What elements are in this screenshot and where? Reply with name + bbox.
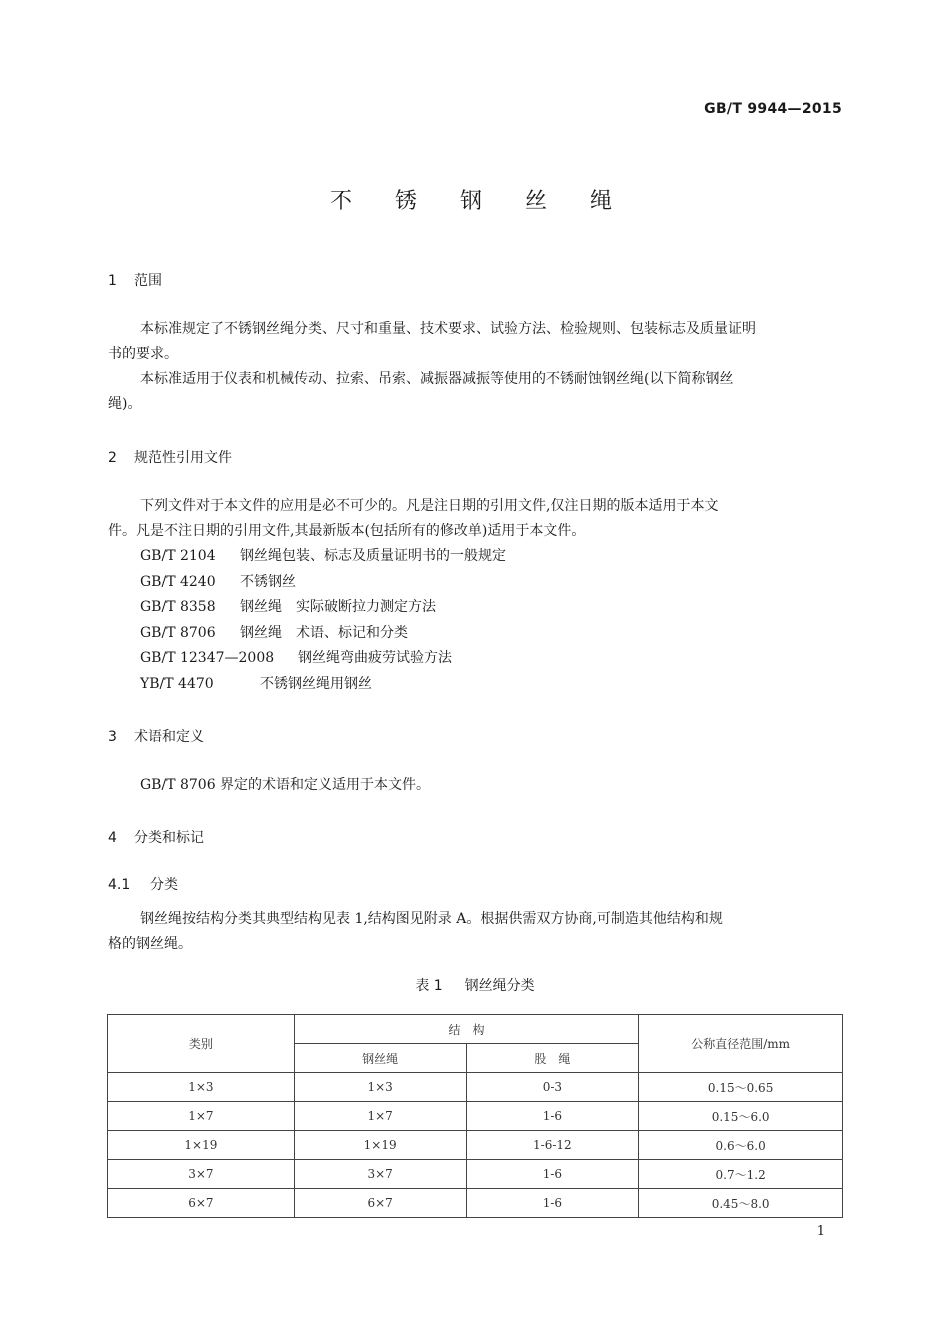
reference-item	[140, 570, 506, 596]
text-line: GB/T 8706 界定的术语和定义适用于本文件。	[140, 777, 431, 793]
classification-table	[107, 1014, 843, 1218]
cell-strand: 1-6-12	[466, 1131, 639, 1160]
section-title: 分类和标记	[134, 830, 204, 846]
reference-code: GB/T 2104	[140, 548, 216, 564]
section-number: 4	[108, 830, 117, 846]
reference-title: 不锈钢丝绳用钢丝	[260, 675, 372, 692]
section-title: 规范性引用文件	[134, 450, 232, 466]
cell-diameter: 0.6～6.0	[639, 1131, 843, 1160]
table-label: 表 1	[415, 978, 443, 994]
text-line: 下列文件对于本文件的应用是必不可少的。凡是注日期的引用文件,仅注日期的版本适用于本文	[140, 498, 719, 514]
cell-strand: 1-6	[466, 1102, 639, 1131]
cell-rope: 3×7	[294, 1160, 466, 1189]
cell-category: 6×7	[108, 1189, 295, 1218]
table-row	[108, 1131, 843, 1160]
section-title: 术语和定义	[134, 729, 204, 745]
text-line: 本标准规定了不锈钢丝绳分类、尺寸和重量、技术要求、试验方法、检验规则、包装标志及质量证明	[140, 321, 756, 337]
cell-category: 3×7	[108, 1160, 295, 1189]
cell-rope: 1×7	[294, 1102, 466, 1131]
section-heading-4	[108, 827, 204, 847]
reference-item	[140, 646, 506, 672]
section-heading-2	[108, 447, 232, 467]
reference-item	[140, 621, 506, 647]
page-number: 1	[816, 1224, 825, 1239]
terms-paragraph	[108, 773, 843, 798]
section-heading-4-1	[108, 874, 178, 894]
reference-code: YB/T 4470	[140, 675, 214, 692]
cell-diameter: 0.7～1.2	[639, 1160, 843, 1189]
cell-diameter: 0.15～6.0	[639, 1102, 843, 1131]
reference-item	[140, 595, 506, 621]
reference-title: 不锈钢丝	[240, 573, 296, 590]
standard-code: GB/T 9944—2015	[704, 101, 842, 117]
header-rope: 钢丝绳	[294, 1044, 466, 1073]
table-row	[108, 1160, 843, 1189]
reference-title: 钢丝绳 术语、标记和分类	[240, 624, 408, 641]
table-header-row	[108, 1015, 843, 1044]
cell-strand: 1-6	[466, 1189, 639, 1218]
cell-rope: 1×19	[294, 1131, 466, 1160]
cell-category: 1×19	[108, 1131, 295, 1160]
cell-rope: 1×3	[294, 1073, 466, 1102]
reference-code: GB/T 12347—2008	[140, 650, 275, 666]
table-row	[108, 1102, 843, 1131]
text-line: 件。凡是不注日期的引用文件,其最新版本(包括所有的修改单)适用于本文件。	[108, 523, 586, 539]
reference-code: GB/T 8358	[140, 599, 216, 615]
header-structure: 结 构	[294, 1015, 639, 1044]
section-number: 1	[108, 273, 117, 289]
reference-title: 钢丝绳弯曲疲劳试验方法	[298, 650, 452, 666]
normative-intro	[108, 494, 843, 544]
section-title: 范围	[134, 273, 162, 289]
reference-title: 钢丝绳包装、标志及质量证明书的一般规定	[240, 548, 506, 564]
section-number: 3	[108, 729, 117, 745]
section-title: 分类	[150, 877, 178, 893]
reference-title: 钢丝绳 实际破断拉力测定方法	[240, 599, 436, 615]
text-line: 钢丝绳按结构分类其典型结构见表 1,结构图见附录 A。根据供需双方协商,可制造其他结构和规	[140, 911, 723, 927]
text-line: 本标准适用于仪表和机械传动、拉索、吊索、减振器减振等使用的不锈耐蚀钢丝绳(以下简称钢丝	[140, 371, 734, 387]
table-caption	[0, 975, 950, 995]
header-category: 类别	[108, 1015, 295, 1073]
scope-paragraph-1	[108, 317, 843, 367]
reference-code: GB/T 8706	[140, 624, 216, 641]
cell-diameter: 0.45～8.0	[639, 1189, 843, 1218]
text-line: 绳)。	[108, 396, 142, 412]
text-line: 格的钢丝绳。	[108, 936, 192, 952]
scope-paragraph-2	[108, 367, 843, 417]
table-row	[108, 1073, 843, 1102]
header-diameter: 公称直径范围/mm	[639, 1015, 843, 1073]
reference-list	[140, 544, 506, 697]
document-title: 不 锈 钢 丝 绳	[330, 189, 630, 214]
section-heading-3	[108, 726, 204, 746]
table-row	[108, 1189, 843, 1218]
classification-paragraph	[108, 907, 843, 957]
cell-strand: 0-3	[466, 1073, 639, 1102]
reference-item	[140, 672, 506, 698]
table-title: 钢丝绳分类	[464, 978, 535, 994]
cell-category: 1×3	[108, 1073, 295, 1102]
header-strand: 股 绳	[466, 1044, 639, 1073]
reference-item	[140, 544, 506, 570]
cell-category: 1×7	[108, 1102, 295, 1131]
cell-diameter: 0.15～0.65	[639, 1073, 843, 1102]
cell-strand: 1-6	[466, 1160, 639, 1189]
text-line: 书的要求。	[108, 346, 178, 362]
section-heading-1	[108, 270, 162, 290]
reference-code: GB/T 4240	[140, 573, 216, 590]
section-number: 2	[108, 450, 117, 466]
cell-rope: 6×7	[294, 1189, 466, 1218]
section-number: 4.1	[108, 877, 131, 893]
